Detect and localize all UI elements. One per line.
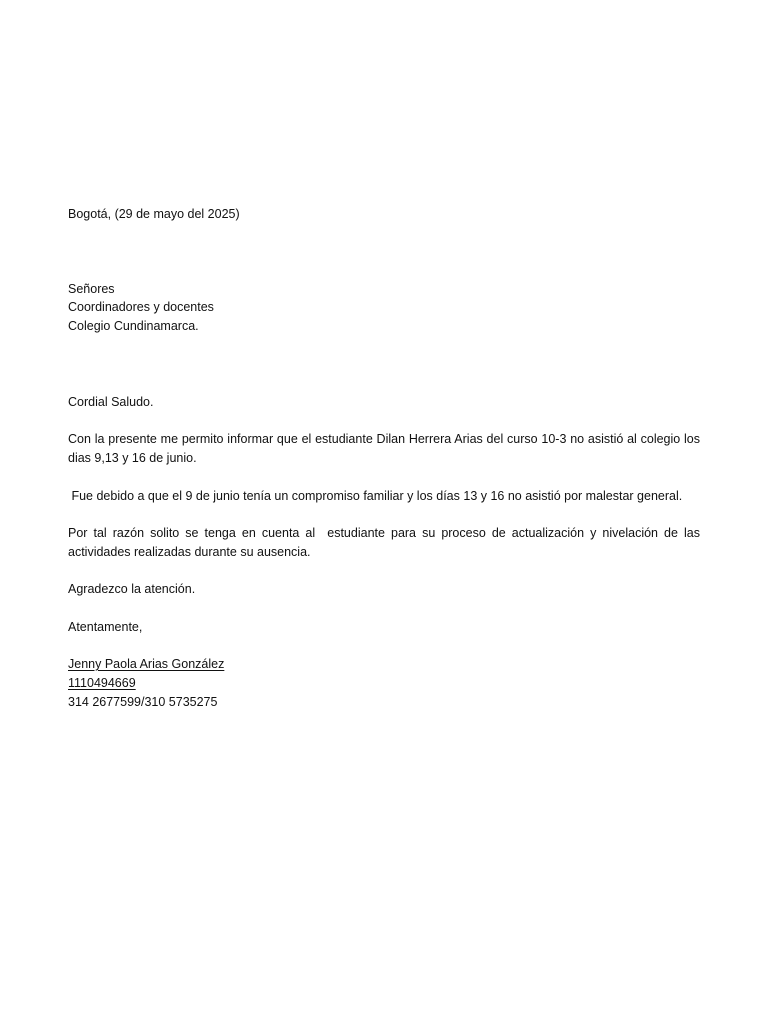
recipient-line-3: Colegio Cundinamarca. — [68, 319, 199, 333]
greeting: Cordial Saludo. — [68, 395, 154, 409]
paragraph-absence-notice: Con la presente me permito informar que el estudiante Dilan Herrera Arias del curso 10-3 no asistió al colegio los dias 9,13 y 16 de junio. — [68, 432, 700, 465]
signature-id-number: 1110494669 — [68, 676, 136, 690]
recipient-line-1: Señores — [68, 282, 115, 296]
closing-line: Atentamente, — [68, 620, 143, 634]
signature-name: Jenny Paola Arias González — [68, 657, 225, 671]
paragraph-reason: Fue debido a que el 9 de junio tenía un compromiso familiar y los días 13 y 16 no asistió por malestar general. — [68, 489, 683, 503]
recipient-line-2: Coordinadores y docentes — [68, 300, 214, 314]
date-line: Bogotá, (29 de mayo del 2025) — [68, 207, 240, 221]
thanks-line: Agradezco la atención. — [68, 582, 196, 596]
signature-phones: 314 2677599/310 5735275 — [68, 695, 218, 709]
paragraph-request: Por tal razón solito se tenga en cuenta al estudiante para su proceso de actualización y nivelación de las actividades realizadas durante su ausencia. — [68, 526, 704, 559]
